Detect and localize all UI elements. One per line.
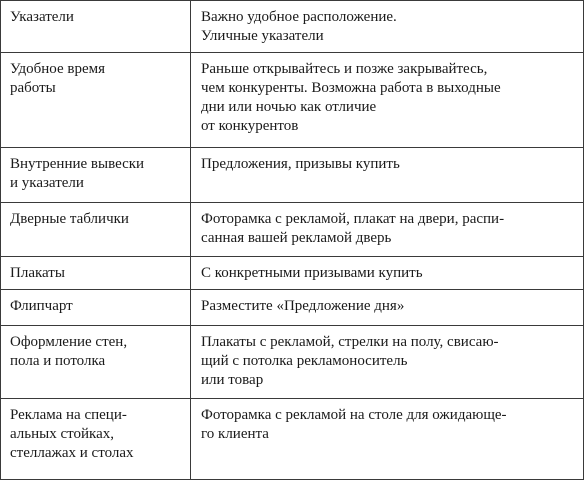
row-description-line: Предложения, призывы купить [201,156,400,172]
row-label-cell [1,203,191,257]
row-description-line: Раньше открывайтесь и позже закрывайтесь, [201,61,488,77]
row-description-line: Уличные указатели [201,28,324,44]
row-description-cell [191,53,584,148]
table-row [1,257,584,290]
row-description-cell [191,148,584,203]
row-description-line: дни или ночью как отличие [201,99,377,115]
row-label-cell [1,326,191,399]
row-description-line: или товар [201,372,264,388]
row-label-cell [1,53,191,148]
table-row [1,1,584,53]
row-label-line: Внутренние вывески [10,156,145,172]
row-label-cell [1,399,191,480]
row-label-line: работы [10,80,56,96]
table-row [1,326,584,399]
row-description-cell [191,290,584,326]
row-description-line: Плакаты с рекламой, стрелки на полу, свисаю- [201,334,499,350]
row-description-line: Фоторамка с рекламой, плакат на двери, распи- [201,211,505,227]
row-description-cell [191,399,584,480]
table-row [1,203,584,257]
row-description-line: Фоторамка с рекламой на столе для ожидающе- [201,407,507,423]
row-description-cell [191,203,584,257]
row-label-line: Удобное время [10,61,106,77]
row-label-line: пола и потолка [10,353,106,369]
row-label-line: стеллажах и столах [10,445,134,461]
row-description-cell [191,1,584,53]
table-row [1,53,584,148]
row-description-cell [191,326,584,399]
row-description-line: щий с потолка рекламоноситель [201,353,408,369]
table-row [1,399,584,480]
row-label-line: Реклама на специ- [10,407,127,423]
row-label-line: Дверные таблички [10,211,129,227]
row-description-line: С конкретными призывами купить [201,265,423,281]
row-label-line: Указатели [10,9,74,25]
row-description-line: го клиента [201,426,269,442]
row-description-line: от конкурентов [201,118,299,134]
row-label-line: Флипчарт [10,298,73,314]
table-row [1,148,584,203]
row-label-cell [1,148,191,203]
row-label-cell [1,1,191,53]
row-description-line: Важно удобное расположение. [201,9,397,25]
row-label-line: и указатели [10,175,84,191]
row-description-line: чем конкуренты. Возможна работа в выходные [201,80,501,96]
row-label-cell [1,257,191,290]
row-description-line: Разместите «Предложение дня» [201,298,405,314]
row-label-cell [1,290,191,326]
row-description-line: санная вашей рекламой дверь [201,230,392,246]
row-label-line: альных стойках, [10,426,114,442]
row-description-cell [191,257,584,290]
row-label-line: Плакаты [10,265,65,281]
table-row [1,290,584,326]
row-label-line: Оформление стен, [10,334,128,350]
